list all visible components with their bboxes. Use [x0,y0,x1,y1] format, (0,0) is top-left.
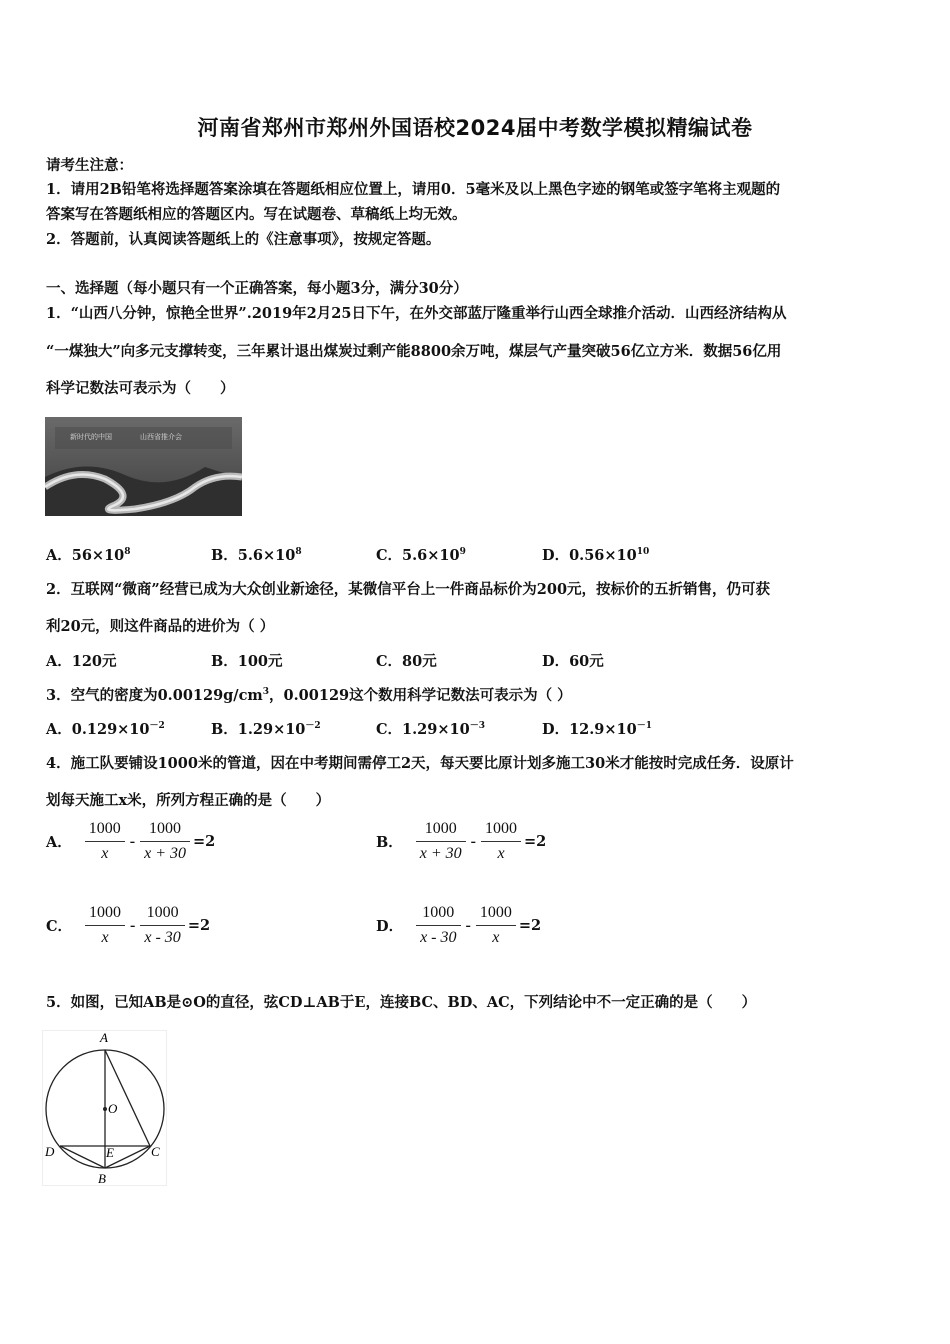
fraction: $\frac{1000}{x + 30}$ [416,820,466,863]
circle-diagram [42,1030,167,1186]
q2-option-b: B．100元 [211,653,283,670]
q1-option-b: B．$5.6\times 10^8$ [211,547,302,564]
notice-line-1a: 1．请用2B铅笔将选择题答案涂填在答题纸相应位置上，请用0．5毫米及以上黑色字迹的钢笔或签字笔将主观题的 [46,181,781,198]
q1-line-2: “一煤独大”向多元支撑转变，三年累计退出煤炭过剩产能8800余万吨，煤层气产量突破56亿立方米．数据56亿用 [46,343,782,360]
q2-option-c: C．80元 [376,653,437,670]
q3-option-b: B．$1.29\times 10^{-2}$ [211,721,321,738]
center-point [103,1107,107,1111]
photo-caption-2: 山西省推介会 [140,433,182,441]
label-b: B [98,1171,106,1186]
q2-line-1: 2．互联网“微商”经营已成为大众创业新途径，某微信平台上一件商品标价为200元，按标价的五折销售，仍可获 [46,581,771,598]
q5-figure [42,1030,167,1186]
label-c: C [151,1144,160,1159]
label-o: O [108,1101,118,1116]
q5-line-1: 5．如图，已知AB是⊙O的直径，弦CD⊥AB于E，连接BC、BD、AC，下列结论中不一定正确的是（ ） [46,994,757,1011]
fraction: $\frac{1000}{x - 30}$ [416,904,460,947]
notice-line-2: 2．答题前，认真阅读答题纸上的《注意事项》，按规定答题。 [46,231,441,248]
q4-option-d: D． $\frac{1000}{x - 30}$ - $\frac{1000}{x}$ =2 [376,904,542,946]
fraction: $\frac{1000}{x}$ [85,904,125,947]
q3-option-a: A．$0.129\times 10^{-2}$ [46,721,165,738]
q1-option-d: D．$0.56\times 10^{10}$ [542,547,650,564]
q2-line-2: 利20元，则这件商品的进价为（ ） [46,618,275,635]
q2-option-a: A．120元 [46,653,117,670]
q4-option-c: C． $\frac{1000}{x}$ - $\frac{1000}{x - 30}$ =2 [46,904,211,946]
q2-option-d: D．60元 [542,653,604,670]
label-a: A [100,1030,108,1045]
q4-line-1: 4．施工队要铺设1000米的管道，因在中考期间需停工2天，每天要比原计划多施工30米才能按时完成任务．设原计 [46,755,794,772]
label-d: D [45,1144,55,1159]
q1-photo [45,417,242,516]
fraction: $\frac{1000}{x}$ [476,904,516,947]
notice-line-1b: 答案写在答题纸相应的答题区内。写在试题卷、草稿纸上均无效。 [46,206,467,223]
river-landscape-image [45,417,242,516]
label-e: E [106,1145,114,1160]
fraction: $\frac{1000}{x + 30}$ [140,820,190,863]
q3-option-d: D．$12.9\times 10^{-1}$ [542,721,652,738]
q3-line-1: 3．空气的密度为$0.00129g/cm^3$，0.00129这个数用科学记数法可表示为（ ） [46,687,572,704]
fraction: $\frac{1000}{x - 30}$ [140,904,184,947]
notice-heading: 请考生注意： [46,157,133,174]
q4-option-a: A． $\frac{1000}{x}$ - $\frac{1000}{x + 30}$ =2 [46,820,216,862]
photo-caption-1: 新时代的中国 [70,433,112,441]
q4-line-2: 划每天施工x米，所列方程正确的是（ ） [46,792,331,809]
q1-option-c: C．$5.6\times 10^9$ [376,547,466,564]
fraction: $\frac{1000}{x}$ [481,820,521,863]
q4-option-b: B． $\frac{1000}{x + 30}$ - $\frac{1000}{x}$ =2 [376,820,547,862]
q3-option-c: C．$1.29\times 10^{-3}$ [376,721,485,738]
q1-line-1: 1．“山西八分钟，惊艳全世界”.2019年2月25日下午，在外交部蓝厅隆重举行山西全球推介活动．山西经济结构从 [46,305,787,322]
q1-line-3: 科学记数法可表示为（ ） [46,380,235,397]
page-title: 河南省郑州市郑州外国语校2024届中考数学模拟精编试卷 [197,116,753,140]
fraction: $\frac{1000}{x}$ [85,820,125,863]
q1-option-a: A．$56\times 10^8$ [46,547,131,564]
section-heading: 一、选择题（每小题只有一个正确答案，每小题3分，满分30分） [46,280,468,297]
